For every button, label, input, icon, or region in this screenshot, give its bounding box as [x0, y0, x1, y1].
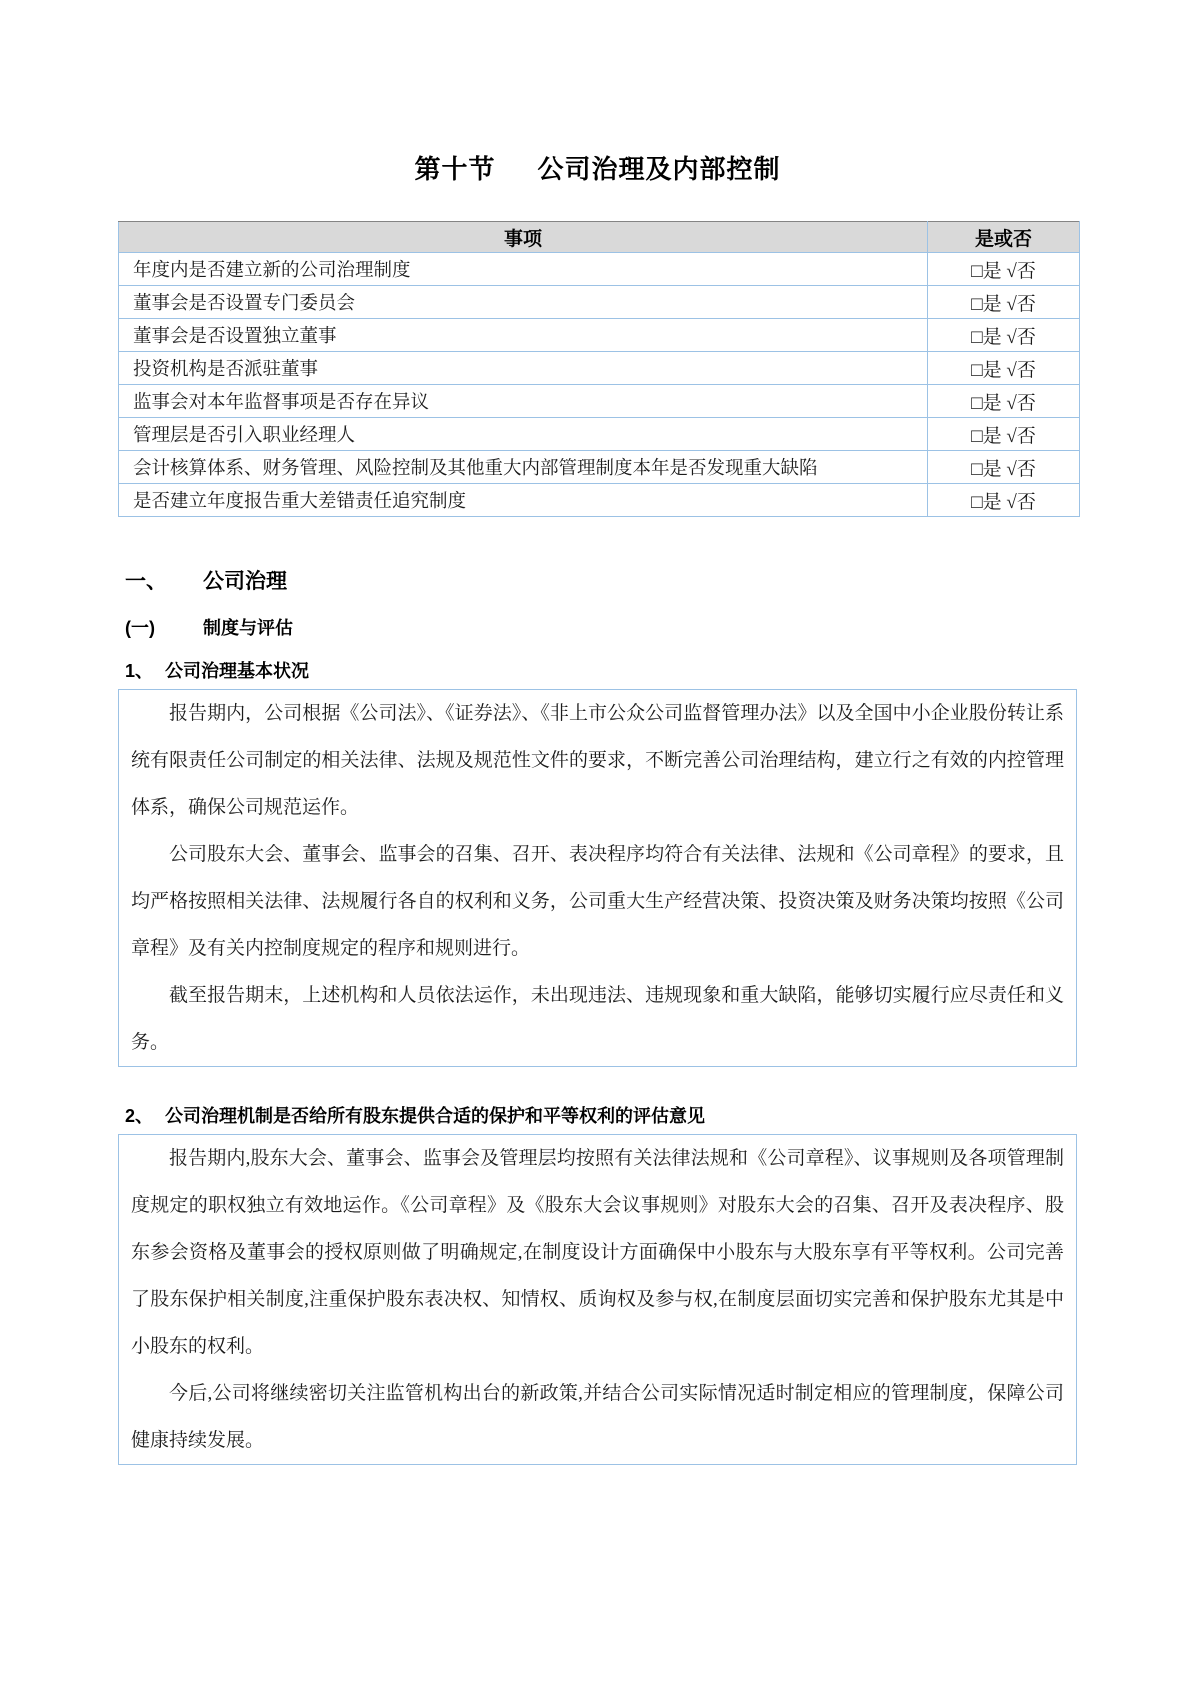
yes-no-cell: □是 √否	[928, 319, 1080, 352]
table-row	[119, 319, 1080, 352]
item-heading-shareholder-protection	[125, 1104, 1077, 1128]
paragraph: 报告期内,股东大会、董事会、监事会及管理层均按照有关法律法规和《公司章程》、议事规则及各项管理制度规定的职权独立有效地运作。《公司章程》及《股东大会议事规则》对股东大会的召集、召开及表决程序、股东参会资格及董事会的授权原则做了明确规定,在制度设计方面确保中小股东与大股东享有平等权利。公司完善了股东保护相关制度,注重保护股东表决权、知情权、质询权及参与权,在制度层面切实完善和保护股东尤其是中小股东的权利。	[131, 1148, 1064, 1357]
heading-number: 1、	[125, 661, 154, 681]
item-cell: 董事会是否设置独立董事	[119, 319, 928, 352]
item-cell: 董事会是否设置专门委员会	[119, 286, 928, 319]
paragraph: 公司股东大会、董事会、监事会的召集、召开、表决程序均符合有关法律、法规和《公司章程》的要求，且均严格按照相关法律、法规履行各自的权利和义务，公司重大生产经营决策、投资决策及财务决策均按照《公司章程》及有关内控制度规定的程序和规则进行。	[131, 844, 1064, 959]
item-cell: 是否建立年度报告重大差错责任追究制度	[119, 484, 928, 517]
yes-no-cell: □是 √否	[928, 385, 1080, 418]
table-row	[119, 451, 1080, 484]
heading-label: 公司治理	[203, 570, 287, 593]
table-row	[119, 286, 1080, 319]
table-header-row	[119, 222, 1080, 253]
heading-label: 制度与评估	[203, 618, 293, 638]
table-row	[119, 385, 1080, 418]
heading-number: 一、	[125, 570, 167, 593]
heading-number: (一)	[125, 618, 155, 638]
header-cell-yes-no: 是或否	[928, 222, 1080, 253]
subsection-heading-system-evaluation	[125, 617, 1077, 639]
yes-no-cell: □是 √否	[928, 253, 1080, 286]
yes-no-cell: □是 √否	[928, 418, 1080, 451]
table-row	[119, 352, 1080, 385]
paragraph: 报告期内，公司根据《公司法》、《证券法》、《非上市公众公司监督管理办法》以及全国中小企业股份转让系统有限责任公司制定的相关法律、法规及规范性文件的要求，不断完善公司治理结构，建立行之有效的内控管理体系，确保公司规范运作。	[131, 703, 1064, 818]
item-cell: 投资机构是否派驻董事	[119, 352, 928, 385]
paragraph: 截至报告期末，上述机构和人员依法运作，未出现违法、违规现象和重大缺陷，能够切实履行应尽责任和义务。	[131, 985, 1064, 1053]
page-title	[118, 0, 1077, 186]
yes-no-cell: □是 √否	[928, 451, 1080, 484]
yes-no-cell: □是 √否	[928, 286, 1080, 319]
table-row	[119, 253, 1080, 286]
page-content	[118, 0, 1077, 1465]
section-title-text: 公司治理及内部控制	[537, 154, 781, 184]
item-cell: 会计核算体系、财务管理、风险控制及其他重大内部管理制度本年是否发现重大缺陷	[119, 451, 928, 484]
governance-checklist-table	[118, 221, 1080, 517]
item-cell: 监事会对本年监督事项是否存在异议	[119, 385, 928, 418]
yes-no-cell: □是 √否	[928, 352, 1080, 385]
table-row	[119, 418, 1080, 451]
paragraph: 今后,公司将继续密切关注监管机构出台的新政策,并结合公司实际情况适时制定相应的管理制度，保障公司健康持续发展。	[131, 1383, 1064, 1451]
yes-no-cell: □是 √否	[928, 484, 1080, 517]
item-heading-governance-status	[125, 660, 1077, 682]
item-cell: 年度内是否建立新的公司治理制度	[119, 253, 928, 286]
table-row	[119, 484, 1080, 517]
header-cell-item: 事项	[119, 222, 928, 253]
governance-status-textbox	[118, 689, 1077, 1067]
section-heading-governance	[125, 570, 1077, 594]
item-cell: 管理层是否引入职业经理人	[119, 418, 928, 451]
shareholder-protection-textbox	[118, 1134, 1077, 1465]
heading-label: 公司治理基本状况	[165, 661, 309, 681]
section-number-title: 第十节	[414, 154, 496, 184]
heading-number: 2、	[125, 1106, 154, 1126]
heading-label: 公司治理机制是否给所有股东提供合适的保护和平等权利的评估意见	[165, 1106, 705, 1126]
